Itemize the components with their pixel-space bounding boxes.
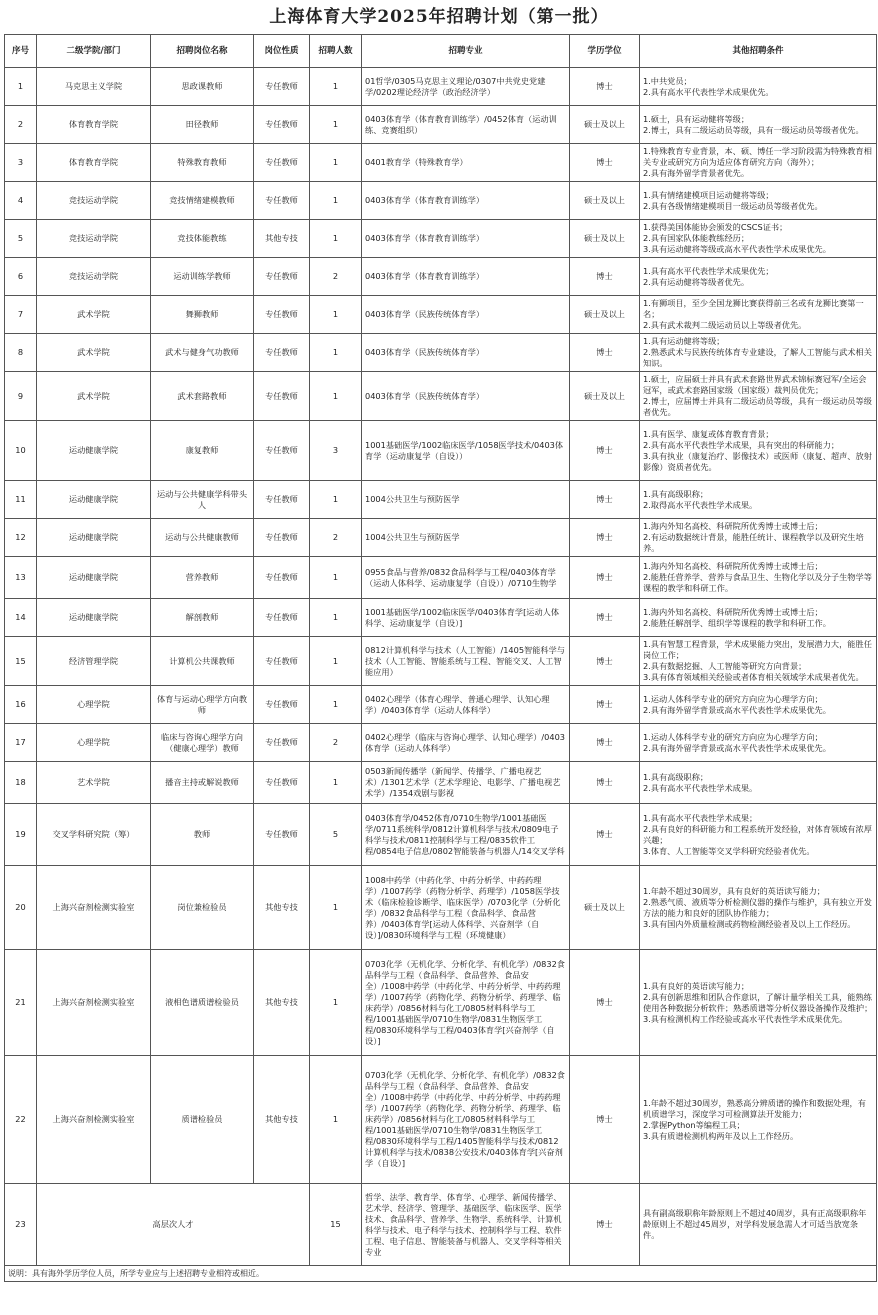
conditions-cell: 1.运动人体科学专业的研究方向应为心理学方向； 2.具有海外留学背景或高水平代表性学术成果优先。 bbox=[640, 724, 877, 762]
major-cell: 哲学、法学、教育学、体育学、心理学、新闻传播学、艺术学、经济学、管理学、基础医学、临床医学、医学技术、食品科学、营养学、生物学、系统科学、计算机科学与技术、电子科学与技术、控制科学与工程、软件工程、电子信息、智能装备与机器人、交叉学科等相关专业 bbox=[362, 1184, 570, 1266]
row-number: 14 bbox=[5, 599, 37, 637]
conditions-cell: 1.获得美国体能协会颁发的CSCS证书； 2.具有国家队体能教练经历； 3.具有运动健将等级或高水平代表性学术成果优先。 bbox=[640, 220, 877, 258]
post-cell: 岗位兼检验员 bbox=[151, 866, 254, 950]
post-cell: 临床与咨询心理学方向（健康心理学）教师 bbox=[151, 724, 254, 762]
major-cell: 0503新闻传播学（新闻学、传播学、广播电视艺术）/1301艺术学（艺术学理论、电影学、广播电视艺术学）/1354戏剧与影视 bbox=[362, 762, 570, 804]
post-cell: 特殊教育教师 bbox=[151, 144, 254, 182]
table-row bbox=[5, 182, 877, 220]
table-row bbox=[5, 106, 877, 144]
count-cell: 1 bbox=[310, 866, 362, 950]
major-cell: 0812计算机科学与技术（人工智能）/1405智能科学与技术（人工智能、智能系统与工程、智能交叉、人工智能应用） bbox=[362, 637, 570, 686]
major-cell: 0403体育学（民族传统体育学） bbox=[362, 296, 570, 334]
count-cell: 5 bbox=[310, 804, 362, 866]
dept-cell: 马克思主义学院 bbox=[37, 68, 151, 106]
degree-cell: 硕士及以上 bbox=[570, 106, 640, 144]
conditions-cell: 1.具有高级职称； 2.取得高水平代表性学术成果。 bbox=[640, 481, 877, 519]
dept-cell: 心理学院 bbox=[37, 724, 151, 762]
dept-cell: 竞技运动学院 bbox=[37, 182, 151, 220]
conditions-cell: 1.海内外知名高校、科研院所优秀博士或博士后； 2.有运动数据统计背景，能胜任统计、课程教学以及研究生培养。 bbox=[640, 519, 877, 557]
degree-cell: 硕士及以上 bbox=[570, 866, 640, 950]
footnote: 说明：具有海外学历学位人员，所学专业应与上述招聘专业相符或相近。 bbox=[5, 1266, 877, 1282]
dept-cell: 竞技运动学院 bbox=[37, 220, 151, 258]
type-cell: 专任教师 bbox=[254, 258, 310, 296]
row-number: 6 bbox=[5, 258, 37, 296]
table-row bbox=[5, 1184, 877, 1266]
degree-cell: 博士 bbox=[570, 804, 640, 866]
type-cell: 其他专技 bbox=[254, 220, 310, 258]
table-row bbox=[5, 519, 877, 557]
table-header-row bbox=[5, 35, 877, 68]
post-cell: 武术与健身气功教师 bbox=[151, 334, 254, 372]
count-cell: 1 bbox=[310, 599, 362, 637]
conditions-cell: 1.具有高水平代表性学术成果优先； 2.具有运动健将等级者优先。 bbox=[640, 258, 877, 296]
dept-cell: 武术学院 bbox=[37, 296, 151, 334]
major-cell: 0403体育学（民族传统体育学） bbox=[362, 372, 570, 421]
header-major: 招聘专业 bbox=[362, 35, 570, 68]
degree-cell: 博士 bbox=[570, 421, 640, 481]
type-cell: 其他专技 bbox=[254, 1056, 310, 1184]
table-row bbox=[5, 762, 877, 804]
header-type: 岗位性质 bbox=[254, 35, 310, 68]
dept-cell: 体育教育学院 bbox=[37, 144, 151, 182]
degree-cell: 硕士及以上 bbox=[570, 220, 640, 258]
post-cell: 解剖教师 bbox=[151, 599, 254, 637]
table-row bbox=[5, 144, 877, 182]
post-cell: 运动与公共健康学科带头人 bbox=[151, 481, 254, 519]
type-cell: 专任教师 bbox=[254, 804, 310, 866]
post-cell: 液相色谱质谱检验员 bbox=[151, 950, 254, 1056]
table-row bbox=[5, 334, 877, 372]
count-cell: 1 bbox=[310, 220, 362, 258]
degree-cell: 博士 bbox=[570, 599, 640, 637]
row-number: 12 bbox=[5, 519, 37, 557]
row-number: 20 bbox=[5, 866, 37, 950]
degree-cell: 博士 bbox=[570, 686, 640, 724]
conditions-cell: 1.年龄不超过30周岁，具有良好的英语读写能力； 2.熟悉气质、液质等分析检测仪器的操作与维护，具有独立开发方法的能力和良好的团队协作能力； 3.具有国内外质量检测或药物检测经验者及以上工作经历。 bbox=[640, 866, 877, 950]
row-number: 10 bbox=[5, 421, 37, 481]
row-number: 18 bbox=[5, 762, 37, 804]
row-number: 1 bbox=[5, 68, 37, 106]
row-number: 2 bbox=[5, 106, 37, 144]
count-cell: 15 bbox=[310, 1184, 362, 1266]
major-cell: 0403体育学/0452体育/0710生物学/1001基础医学/0711系统科学/0812计算机科学与技术/0809电子科学与技术/0811控制科学与工程/0835软件工程/0854电子信息/0802智能装备与机器人/14交叉学科 bbox=[362, 804, 570, 866]
dept-cell: 上海兴奋剂检测实验室 bbox=[37, 1056, 151, 1184]
type-cell: 专任教师 bbox=[254, 144, 310, 182]
degree-cell: 博士 bbox=[570, 519, 640, 557]
degree-cell: 硕士及以上 bbox=[570, 372, 640, 421]
row-number: 7 bbox=[5, 296, 37, 334]
row-number: 22 bbox=[5, 1056, 37, 1184]
major-cell: 0703化学（无机化学、分析化学、有机化学）/0832食品科学与工程（食品科学、食品营养、食品安全）/1008中药学（中药化学、中药分析学、中药药理学）/1007药学（药物化学、药物分析学、药理学、临床药学）/0856材料与化工/0805材料科学与工程/1001基础医学/0710生物学/0831生物医学工程/0830环境科学与工程/1405智能科学与技术/0812计算机科学与技术/0838公安技术/0403体育学[兴奋剂学（自设）] bbox=[362, 1056, 570, 1184]
type-cell: 其他专技 bbox=[254, 866, 310, 950]
type-cell: 专任教师 bbox=[254, 686, 310, 724]
row-number: 13 bbox=[5, 557, 37, 599]
type-cell: 专任教师 bbox=[254, 68, 310, 106]
conditions-cell: 1.硕士，具有运动健将等级； 2.博士，具有二级运动员等级，具有一级运动员等级者优先。 bbox=[640, 106, 877, 144]
count-cell: 1 bbox=[310, 182, 362, 220]
major-cell: 1004公共卫生与预防医学 bbox=[362, 481, 570, 519]
table-row bbox=[5, 686, 877, 724]
table-row bbox=[5, 220, 877, 258]
degree-cell: 硕士及以上 bbox=[570, 182, 640, 220]
count-cell: 1 bbox=[310, 1056, 362, 1184]
conditions-cell: 1.特殊教育专业背景，本、硕、博任一学习阶段需为特殊教育相关专业或研究方向为适应体育研究方向（海外）； 2.具有海外留学背景者优先。 bbox=[640, 144, 877, 182]
degree-cell: 博士 bbox=[570, 481, 640, 519]
count-cell: 1 bbox=[310, 637, 362, 686]
post-cell: 运动与公共健康教师 bbox=[151, 519, 254, 557]
count-cell: 1 bbox=[310, 686, 362, 724]
type-cell: 专任教师 bbox=[254, 106, 310, 144]
dept-cell: 心理学院 bbox=[37, 686, 151, 724]
row-number: 11 bbox=[5, 481, 37, 519]
row-number: 16 bbox=[5, 686, 37, 724]
count-cell: 1 bbox=[310, 557, 362, 599]
type-cell: 专任教师 bbox=[254, 724, 310, 762]
degree-cell: 博士 bbox=[570, 724, 640, 762]
type-cell: 专任教师 bbox=[254, 372, 310, 421]
count-cell: 1 bbox=[310, 144, 362, 182]
type-cell: 专任教师 bbox=[254, 334, 310, 372]
table-row bbox=[5, 481, 877, 519]
type-cell: 专任教师 bbox=[254, 557, 310, 599]
type-cell: 其他专技 bbox=[254, 950, 310, 1056]
dept-cell: 武术学院 bbox=[37, 334, 151, 372]
type-cell: 专任教师 bbox=[254, 182, 310, 220]
post-cell: 竞技情绪建模教师 bbox=[151, 182, 254, 220]
row-number: 19 bbox=[5, 804, 37, 866]
major-cell: 1001基础医学/1002临床医学/1058医学技术/0403体育学（运动康复学（自设）） bbox=[362, 421, 570, 481]
count-cell: 1 bbox=[310, 950, 362, 1056]
major-cell: 1004公共卫生与预防医学 bbox=[362, 519, 570, 557]
table-row bbox=[5, 804, 877, 866]
row-number: 4 bbox=[5, 182, 37, 220]
major-cell: 0403体育学（体育教育训练学） bbox=[362, 220, 570, 258]
type-cell: 专任教师 bbox=[254, 519, 310, 557]
dept-cell: 体育教育学院 bbox=[37, 106, 151, 144]
header-conditions: 其他招聘条件 bbox=[640, 35, 877, 68]
count-cell: 1 bbox=[310, 106, 362, 144]
major-cell: 0703化学（无机化学、分析化学、有机化学）/0832食品科学与工程（食品科学、食品营养、食品安全）/1008中药学（中药化学、中药分析学、中药药理学）/1007药学（药物化学、药物分析学、药理学、临床药学）/0856材料与化工/0805材料科学与工程/1001基础医学/0710生物学/0831生物医学工程/0830环境科学与工程/0403体育学[兴奋剂学（自设）] bbox=[362, 950, 570, 1056]
dept-cell: 运动健康学院 bbox=[37, 599, 151, 637]
degree-cell: 博士 bbox=[570, 557, 640, 599]
header-post: 招聘岗位名称 bbox=[151, 35, 254, 68]
post-cell: 计算机公共课教师 bbox=[151, 637, 254, 686]
type-cell: 专任教师 bbox=[254, 599, 310, 637]
count-cell: 1 bbox=[310, 296, 362, 334]
post-cell: 教师 bbox=[151, 804, 254, 866]
count-cell: 2 bbox=[310, 519, 362, 557]
degree-cell: 硕士及以上 bbox=[570, 296, 640, 334]
major-cell: 01哲学/0305马克思主义理论/0307中共党史党建学/0202理论经济学（政治经济学） bbox=[362, 68, 570, 106]
document-page bbox=[4, 0, 874, 1282]
header-count: 招聘人数 bbox=[310, 35, 362, 68]
conditions-cell: 具有副高级职称年龄原则上不超过40周岁，具有正高级职称年龄原则上不超过45周岁，对学科发展急需人才可适当放宽条件。 bbox=[640, 1184, 877, 1266]
table-row bbox=[5, 68, 877, 106]
major-cell: 0403体育学（体育教育训练学） bbox=[362, 182, 570, 220]
post-cell: 田径教师 bbox=[151, 106, 254, 144]
dept-cell: 运动健康学院 bbox=[37, 421, 151, 481]
count-cell: 1 bbox=[310, 762, 362, 804]
table-row bbox=[5, 724, 877, 762]
row-number: 5 bbox=[5, 220, 37, 258]
dept-cell: 武术学院 bbox=[37, 372, 151, 421]
row-number: 8 bbox=[5, 334, 37, 372]
count-cell: 1 bbox=[310, 334, 362, 372]
page-title: 上海体育大学2025年招聘计划（第一批） bbox=[269, 7, 609, 27]
table-row bbox=[5, 1056, 877, 1184]
conditions-cell: 1.运动人体科学专业的研究方向应为心理学方向； 2.具有海外留学背景或高水平代表性学术成果优先。 bbox=[640, 686, 877, 724]
post-cell: 康复教师 bbox=[151, 421, 254, 481]
major-cell: 0402心理学（临床与咨询心理学、认知心理学）/0403体育学（运动人体科学） bbox=[362, 724, 570, 762]
dept-cell: 运动健康学院 bbox=[37, 481, 151, 519]
post-cell: 营养教师 bbox=[151, 557, 254, 599]
type-cell: 专任教师 bbox=[254, 481, 310, 519]
post-cell: 武术套路教师 bbox=[151, 372, 254, 421]
header-degree: 学历学位 bbox=[570, 35, 640, 68]
count-cell: 3 bbox=[310, 421, 362, 481]
conditions-cell: 1.具有高级职称； 2.具有高水平代表性学术成果。 bbox=[640, 762, 877, 804]
conditions-cell: 1.具有运动健将等级； 2.熟悉武术与民族传统体育专业建设，了解人工智能与武术相关知识。 bbox=[640, 334, 877, 372]
row-number: 15 bbox=[5, 637, 37, 686]
type-cell: 专任教师 bbox=[254, 637, 310, 686]
count-cell: 2 bbox=[310, 258, 362, 296]
type-cell: 专任教师 bbox=[254, 296, 310, 334]
major-cell: 0401教育学（特殊教育学） bbox=[362, 144, 570, 182]
conditions-cell: 1.有狮项目，至少全国龙狮比赛获得前三名或有龙狮比赛第一名； 2.具有武术裁判二级运动员以上等级者优先。 bbox=[640, 296, 877, 334]
dept-cell: 上海兴奋剂检测实验室 bbox=[37, 866, 151, 950]
conditions-cell: 1.年龄不超过30周岁，熟悉高分辨质谱的操作和数据处理，有机质谱学习，深度学习可检测算法开发能力； 2.掌握Python等编程工具； 3.具有质谱检测机构两年及以上工作经历。 bbox=[640, 1056, 877, 1184]
conditions-cell: 1.海内外知名高校、科研院所优秀博士或博士后； 2.能胜任解剖学、组织学等课程的教学和科研工作。 bbox=[640, 599, 877, 637]
count-cell: 1 bbox=[310, 372, 362, 421]
degree-cell: 博士 bbox=[570, 258, 640, 296]
dept-cell: 高层次人才 bbox=[37, 1184, 310, 1266]
degree-cell: 博士 bbox=[570, 762, 640, 804]
table-row bbox=[5, 599, 877, 637]
conditions-cell: 1.具有情绪建模项目运动健将等级； 2.具有各级情绪建模项目一级运动员等级者优先。 bbox=[640, 182, 877, 220]
post-cell: 体育与运动心理学方向教师 bbox=[151, 686, 254, 724]
major-cell: 0403体育学（体育教育训练学）/0452体育（运动训练、竞赛组织） bbox=[362, 106, 570, 144]
degree-cell: 博士 bbox=[570, 1184, 640, 1266]
row-number: 21 bbox=[5, 950, 37, 1056]
table-row bbox=[5, 372, 877, 421]
count-cell: 1 bbox=[310, 68, 362, 106]
major-cell: 1008中药学（中药化学、中药分析学、中药药理学）/1007药学（药物分析学、药理学）/1058医学技术（临床检验诊断学、临床医学）/0703化学（分析化学）/0832食品科学与工程（食品科学、食品营养）/0403体育学[运动人体科学、兴奋剂学（自设）]/0830环境科学与工程（环境健康） bbox=[362, 866, 570, 950]
major-cell: 0403体育学（民族传统体育学） bbox=[362, 334, 570, 372]
header-no: 序号 bbox=[5, 35, 37, 68]
major-cell: 1001基础医学/1002临床医学/0403体育学[运动人体科学、运动康复学（自设）] bbox=[362, 599, 570, 637]
dept-cell: 运动健康学院 bbox=[37, 557, 151, 599]
dept-cell: 艺术学院 bbox=[37, 762, 151, 804]
degree-cell: 博士 bbox=[570, 68, 640, 106]
table-row bbox=[5, 296, 877, 334]
degree-cell: 博士 bbox=[570, 144, 640, 182]
table-row bbox=[5, 421, 877, 481]
post-cell: 运动训练学教师 bbox=[151, 258, 254, 296]
conditions-cell: 1.具有良好的英语读写能力； 2.具有创新思维和团队合作意识，了解计量学相关工具，能熟练使用各种数据分析软件；熟悉质谱等分析仪器设备操作及维护； 3.具有检测机构工作经验或高水平代表性学术成果优先。 bbox=[640, 950, 877, 1056]
row-number: 3 bbox=[5, 144, 37, 182]
major-cell: 0403体育学（体育教育训练学） bbox=[362, 258, 570, 296]
dept-cell: 竞技运动学院 bbox=[37, 258, 151, 296]
conditions-cell: 1.海内外知名高校、科研院所优秀博士或博士后； 2.能胜任营养学、营养与食品卫生、生物化学以及分子生物学等课程的教学和科研工作。 bbox=[640, 557, 877, 599]
dept-cell: 运动健康学院 bbox=[37, 519, 151, 557]
conditions-cell: 1.具有智慧工程背景，学术成果能力突出，发展潜力大，能胜任岗位工作； 2.具有数据挖掘、人工智能等研究方向背景； 3.具有体育领域相关经验或者体育相关领域学术成果者优先。 bbox=[640, 637, 877, 686]
recruitment-table bbox=[4, 34, 877, 1282]
count-cell: 2 bbox=[310, 724, 362, 762]
row-number: 17 bbox=[5, 724, 37, 762]
header-dept: 二级学院/部门 bbox=[37, 35, 151, 68]
count-cell: 1 bbox=[310, 481, 362, 519]
degree-cell: 博士 bbox=[570, 637, 640, 686]
conditions-cell: 1.具有医学、康复或体育教育背景； 2.具有高水平代表性学术成果，具有突出的科研能力； 3.具有执业（康复治疗、影像技术）或医师（康复、超声、放射影像）资质者优先。 bbox=[640, 421, 877, 481]
degree-cell: 博士 bbox=[570, 950, 640, 1056]
dept-cell: 上海兴奋剂检测实验室 bbox=[37, 950, 151, 1056]
conditions-cell: 1.具有高水平代表性学术成果； 2.具有良好的科研能力和工程系统开发经验，对体育领域有浓厚兴趣； 3.体育、人工智能等交叉学科研究经验者优先。 bbox=[640, 804, 877, 866]
row-number: 23 bbox=[5, 1184, 37, 1266]
table-row bbox=[5, 950, 877, 1056]
post-cell: 播音主持或解说教师 bbox=[151, 762, 254, 804]
dept-cell: 交叉学科研究院（筹） bbox=[37, 804, 151, 866]
major-cell: 0402心理学（体育心理学、普通心理学、认知心理学）/0403体育学（运动人体科学） bbox=[362, 686, 570, 724]
table-row bbox=[5, 258, 877, 296]
type-cell: 专任教师 bbox=[254, 762, 310, 804]
type-cell: 专任教师 bbox=[254, 421, 310, 481]
degree-cell: 博士 bbox=[570, 334, 640, 372]
row-number: 9 bbox=[5, 372, 37, 421]
table-row bbox=[5, 637, 877, 686]
conditions-cell: 1.硕士，应届硕士并具有武术套路世界武术锦标赛冠军/全运会冠军，或武术套路国家级（国家级）裁判员优先； 2.博士，应届博士并具有二级运动员等级，具有一级运动员等级者优先。 bbox=[640, 372, 877, 421]
dept-cell: 经济管理学院 bbox=[37, 637, 151, 686]
degree-cell: 博士 bbox=[570, 1056, 640, 1184]
conditions-cell: 1.中共党员； 2.具有高水平代表性学术成果优先。 bbox=[640, 68, 877, 106]
post-cell: 舞狮教师 bbox=[151, 296, 254, 334]
table-row bbox=[5, 557, 877, 599]
major-cell: 0955食品与营养/0832食品科学与工程/0403体育学（运动人体科学、运动康复学（自设））/0710生物学 bbox=[362, 557, 570, 599]
post-cell: 质谱检验员 bbox=[151, 1056, 254, 1184]
table-row bbox=[5, 866, 877, 950]
post-cell: 竞技体能教练 bbox=[151, 220, 254, 258]
post-cell: 思政课教师 bbox=[151, 68, 254, 106]
